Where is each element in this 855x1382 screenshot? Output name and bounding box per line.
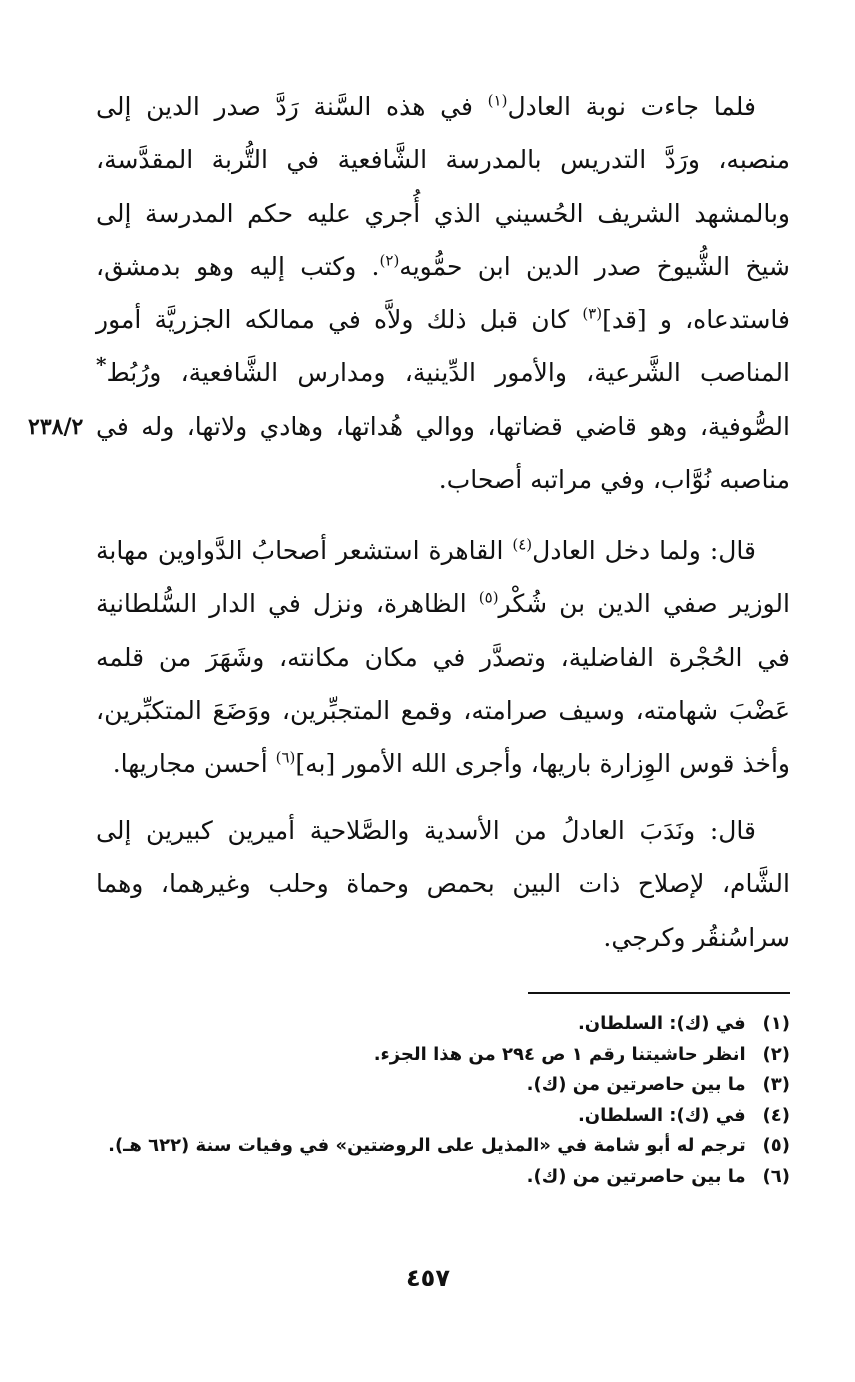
footnote-reference: (١): [487, 91, 508, 110]
footnote-number: (٤): [762, 1104, 790, 1126]
footnote-text: ما بين حاصرتين من (ك).: [526, 1165, 746, 1187]
footnote-number: (٥): [762, 1135, 790, 1157]
footnote-number: (٢): [762, 1043, 790, 1065]
footnote-text: في (ك): السلطان.: [577, 1013, 746, 1034]
paragraph-text: . وكتب إليه وهو بدمشق، فاستدعاه، و [قد]: [96, 251, 790, 335]
paragraph-2: [96, 524, 790, 790]
footnote-reference: (٦): [275, 748, 296, 767]
paragraph-text: القاهرة استشعر أصحابُ الدَّواوين مهابة الوزير صفي الدين بن شُكْر: [96, 536, 790, 619]
footnote-item: [120, 1101, 790, 1132]
paragraph-text: الصُّوفية، وهو قاضي قضاتها، ووالي هُداتها، وهادي ولاتها، وله في مناصبه نُوَّاب، وفي مراتبه أصحاب.: [96, 411, 790, 495]
footnote-reference: (٥): [478, 588, 499, 607]
footnote-text: في (ك): السلطان.: [577, 1104, 746, 1126]
footnote-number: (١): [762, 1013, 790, 1034]
footnote-text: انظر حاشيتنا رقم ١ ص ٢٩٤ من هذا الجزء.: [373, 1043, 746, 1065]
page-break-marker: *: [96, 353, 107, 378]
paragraph-3: [96, 804, 790, 964]
footnote-text: ما بين حاصرتين من (ك).: [526, 1074, 746, 1096]
paragraph-text: كان قبل ذلك ولاَّه في ممالكه الجزريَّة أمور المناصب الشَّرعية، والأمور الدِّينية، ومدارس الشَّافعية، ورُبُط: [96, 305, 790, 388]
page-number: ٤٥٧: [406, 1264, 450, 1292]
paragraph-1: [96, 80, 790, 506]
paragraph-text: قال: ونَدَبَ العادلُ من الأسدية والصَّلاحية أميرين كبيرين إلى الشَّام، لإصلاح ذات البين بحمص وحماة وحلب وغيرهما، وهما سراسُنقُر وكرجي.: [96, 816, 790, 952]
margin-volume-page-reference: ٢٣٨/٢: [28, 414, 84, 440]
footnote-item: [120, 1009, 790, 1040]
footnote-item: [120, 1162, 790, 1193]
footnote-number: (٣): [762, 1074, 790, 1096]
paragraph-text: فلما جاءت نوبة العادل: [507, 92, 756, 121]
footnote-item: [108, 1131, 790, 1162]
paragraph-text: في هذه السَّنة رَدَّ صدر الدين إلى منصبه، ورَدَّ التدريس بالمدرسة الشَّافعية في التُّربة المقدَّسة، وبالمشهد الشريف الحُسيني الذي أُجري عليه حكم المدرسة إلى شيخ الشُّيوخ صدر الدين ابن حمُّويه: [96, 92, 790, 281]
footnote-separator-rule: [528, 992, 790, 994]
footnote-text: ترجم له أبو شامة في «المذيل على الروضتين» في وفيات سنة (٦٢٢ هـ).: [108, 1135, 746, 1157]
footnote-item: [120, 1070, 790, 1101]
paragraph-text: أحسن مجاريها.: [112, 749, 276, 779]
footnotes-list: [108, 1009, 790, 1193]
footnote-reference: (٢): [379, 251, 400, 270]
footnote-reference: (٣): [582, 304, 603, 323]
footnote-item: [120, 1040, 790, 1071]
footnote-reference: (٤): [512, 535, 533, 554]
footnote-number: (٦): [762, 1165, 790, 1187]
paragraph-text: الظاهرة، ونزل في الدار السُّلطانية في الحُجْرة الفاضلية، وتصدَّر في مكان مكانته، وشَهَرَ من قلمه عَضْبَ شهامته، وسيف صرامته، وقمع المتجبِّرين، ووَضَعَ المتكبِّرين، وأخذ قوس الوِزارة باريها، وأجرى الله الأمور [به]: [96, 589, 790, 779]
paragraph-text: قال: ولما دخل العادل: [532, 536, 756, 565]
